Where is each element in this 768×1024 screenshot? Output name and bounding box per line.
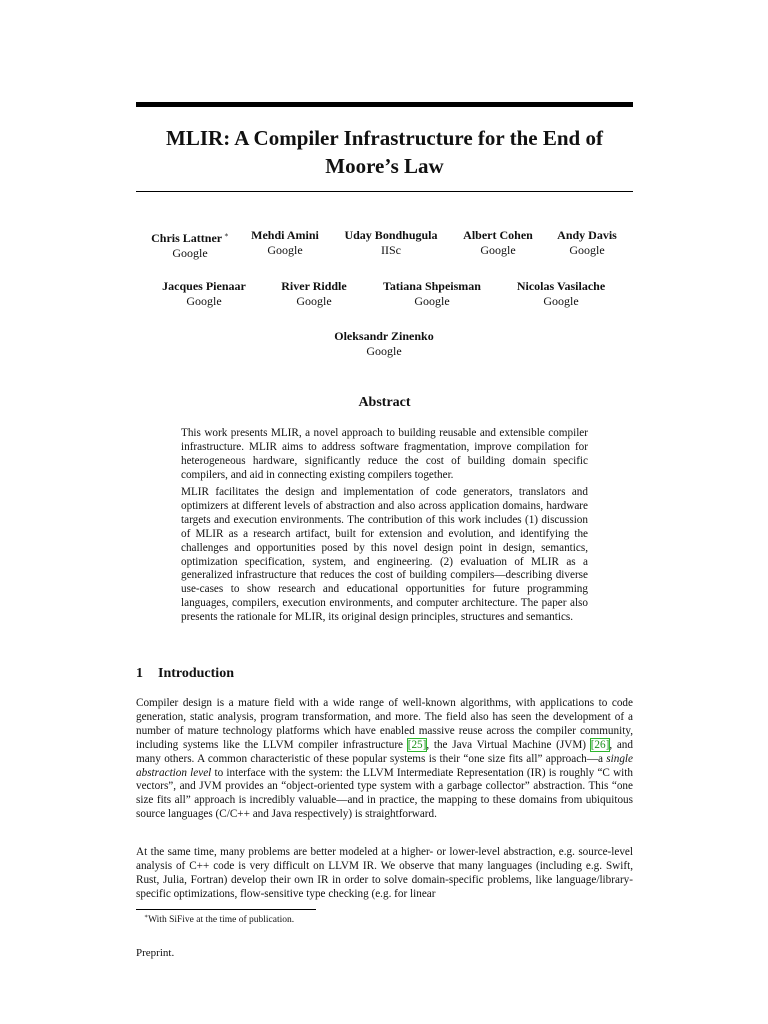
author-affiliation: IISc <box>381 243 401 257</box>
author-name: Oleksandr Zinenko <box>334 329 434 343</box>
citation-link[interactable]: [25] <box>407 738 427 751</box>
abstract-paragraph-1: This work presents MLIR, a novel approach to building reusable and extensible compiler infrastructure. MLIR aims to address software fragmentation, improve compilation for heterogeneous hardware, significantly reduce the cost of building domain specific compilers, and aid in connecting existing compilers together. <box>181 427 588 481</box>
author-block <box>155 279 253 309</box>
author-name: Tatiana Shpeisman <box>383 279 481 293</box>
preprint-label: Preprint. <box>136 947 175 959</box>
author-footnote-mark: ∗ <box>224 231 229 239</box>
footnote-rule <box>136 909 316 910</box>
author-affiliation: Google <box>414 294 450 308</box>
author-block <box>376 279 488 309</box>
author-name: Chris Lattner <box>151 231 223 245</box>
author-block <box>146 228 234 261</box>
author-affiliation: Google <box>569 243 605 257</box>
author-name: Albert Cohen <box>463 228 533 242</box>
paragraph-text: , the Java Virtual Machine (JVM) <box>426 738 591 751</box>
author-affiliation: Google <box>543 294 579 308</box>
title-bottom-rule <box>136 191 633 192</box>
title-line-2: Moore’s Law <box>325 154 444 178</box>
author-affiliation: Google <box>267 243 303 257</box>
paper-title <box>136 124 633 180</box>
title-line-1: MLIR: A Compiler Infrastructure for the End of <box>166 126 603 150</box>
author-block <box>274 279 354 309</box>
emphasis-text: single abstraction level <box>136 752 633 779</box>
author-name: Andy Davis <box>557 228 617 242</box>
footnote-mark: ∗ <box>144 914 149 920</box>
author-name: River Riddle <box>281 279 347 293</box>
author-block <box>338 228 444 258</box>
abstract-heading: Abstract <box>358 395 411 410</box>
citation-link[interactable]: [26] <box>590 738 610 751</box>
author-name: Nicolas Vasilache <box>516 279 606 293</box>
author-block <box>508 279 614 309</box>
paragraph-text: , and many others. A common characteristic of these popular systems is their “one size fits all” approach—a <box>136 738 633 765</box>
footnote-text: With SiFive at the time of publication. <box>148 915 295 925</box>
section-number: 1 <box>136 666 143 681</box>
author-name: Uday Bondhugula <box>344 228 438 242</box>
author-block <box>552 228 622 258</box>
intro-paragraph-1 <box>136 697 633 822</box>
author-block <box>324 329 444 359</box>
section-title: Introduction <box>158 666 234 681</box>
author-affiliation: Google <box>172 246 208 260</box>
author-block <box>455 228 541 258</box>
author-affiliation: Google <box>480 243 516 257</box>
title-top-rule <box>136 102 633 107</box>
abstract-paragraph-2: MLIR facilitates the design and implementation of code generators, translators and optimizers at different levels of abstraction and also across application domains, hardware targets and execution environments. The contribution of this work includes (1) discussion of MLIR as a research artifact, built for extension and evolution, and identifying the challenges and opportunities posed by this novel design point in design, semantics, optimization specification, system, and engineering. (2) evaluation of MLIR as a generalized infrastructure that reduces the cost of building compilers—describing diverse use-cases to show research and educational opportunities for future programming languages, compilers, execution environments, and computer architecture. The paper also presents the rationale for MLIR, its original design principles, structures and semantics. <box>181 486 588 624</box>
author-affiliation: Google <box>366 344 402 358</box>
footnote <box>144 911 294 926</box>
author-block <box>243 228 327 258</box>
paragraph-text: to interface with the system: the LLVM Intermediate Representation (IR) is roughly “C with vectors”, and JVM provides an “object-oriented type system with a garbage collector” abstraction. This “one size fits all” approach is incredibly valuable—and in practice, the mapping to these domains from ubiquitous source languages (C/C++ and Java respectively) is straightforward. <box>136 766 633 821</box>
author-name: Jacques Pienaar <box>162 279 246 293</box>
intro-paragraph-2: At the same time, many problems are better modeled at a higher- or lower-level abstraction, e.g. source-level analysis of C++ code is very difficult on LLVM IR. We observe that many languages (including e.g. Swift, Rust, Julia, Fortran) develop their own IR in order to solve domain-specific problems, like language/library-specific optimizations, flow-sensitive type checking (e.g. for linear <box>136 846 633 900</box>
section-heading <box>136 665 234 683</box>
paragraph-text: Compiler design is a mature field with a wide range of well-known algorithms, with applications to code generation, static analysis, program transformation, and more. The field also has seen the development of a number of mature technology platforms which have enabled massive reuse across the compiler community, including systems like the LLVM compiler infrastructure <box>136 697 633 751</box>
author-affiliation: Google <box>186 294 222 308</box>
author-name: Mehdi Amini <box>251 228 319 242</box>
author-affiliation: Google <box>296 294 332 308</box>
